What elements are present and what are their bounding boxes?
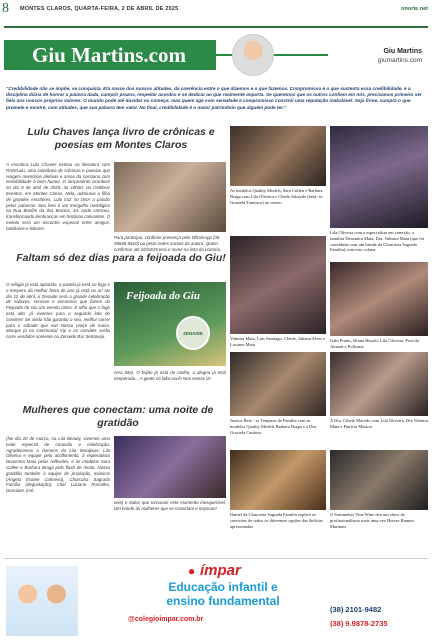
photo-caption: Jessica Beiz - se Tempero de Família com as modelos Quality Models Barbara Braga e a Dra. Graciela Cardoso: [230, 418, 317, 435]
event-photo: [230, 236, 326, 334]
article-headline: Mulheres que conectam: uma noite de gratidão: [22, 404, 214, 429]
ad-phone-mobile[interactable]: (38) 9.9878-2735: [330, 619, 388, 628]
flyer-badge: ZENAIDE: [176, 316, 210, 350]
ad-children-photo: [6, 566, 78, 636]
photo-caption: Valmira Maia, Luis Santiago, Cleide, Juliana Alves e Luciane Maia: [230, 336, 326, 347]
photo-caption: Daniel da Churcaria Sagrada Família explica os conceitos de todos os diferentes opções das delícias apresentadas: [230, 512, 323, 529]
event-photo: [230, 126, 326, 186]
ad-brand: ímpar: [200, 562, 241, 579]
event-photo: [330, 262, 428, 336]
article-body-continued: cera lote). O feijão já está de molho, a alegria já está temperada... A gente só falta você! Nos vemos lá!: [114, 370, 226, 381]
article-body: (No dia 20 de março, na Lilá Beauty, vivemos uma noite especial de conexão e celebração. Agradecemos a homens da Lila Semijoias: Lila Oliveira e equipe pelo acolhimento, à especialista Deusmira Maia pelas reflexões, e às modelos Sara Collen e Barbara Braga pelo flash de moda. Nossa gratidão também à equipe de produção, músicos (Ângela Evaine Colmeiro), Churcaria Sagrada Família (degustação), chef Luciane Romalho, Dormiuss (mó-: [6, 436, 110, 494]
author-handle[interactable]: giumartins.com: [377, 57, 422, 64]
author-avatar: [232, 34, 274, 76]
ad-headline-line1: Educação infantil e: [168, 580, 278, 594]
ad-phone-landline[interactable]: (38) 2101-9482: [330, 605, 382, 614]
event-photo: [230, 352, 326, 416]
photo-caption: O Sommelier Vine Wine deu um show de profissionalismo mais uma vez Horses Ramon Martinez: [330, 512, 414, 529]
event-photo: [114, 436, 226, 498]
photo-caption: Lila Oliveira com a especialista em conexão, a familiar Deusmira Maia, Dra. Valmira Maia (que foi convidada com um brinde da Churcaria Sagrada Família) com este coluna: [330, 230, 425, 253]
event-photo: [230, 450, 326, 510]
article-caption: Para participar, confirme presença pelo WhatsApp (38 99658-5610) ou pelas redes sociais da autora. Quem confirmar até 02/04/25 terá o nome na lista da portaria.: [114, 235, 222, 252]
issue-line: MONTES CLAROS, QUARTA-FEIRA, 2 DE ABRIL DE 2025: [20, 6, 179, 12]
author-photo: [114, 162, 226, 232]
column-title: Giu Martins.com: [32, 43, 186, 67]
photo-caption: Gabi Prates, Bruna Bissoli, Lila Oliveira, Priscila Amaral e Pollyana: [330, 338, 419, 349]
article-headline: Lulu Chaves lança livro de crônicas e poesias em Montes Claros: [27, 126, 215, 151]
column-banner: [4, 34, 428, 80]
photo-caption: A Dra. Cibele Macedo com Lila Oliveira, Dra Valmira Maia e Patricia Maison: [330, 418, 428, 429]
author-name: Giu Martins: [383, 48, 422, 55]
event-photo: [330, 352, 428, 416]
intro-quote: “Credibilidade não se impõe, se conquista. Ela nasce dos nossos atitudes, da coerência entre o que dizemos e o que fazemos. Compromisso é o que sustenta essa credibilidade, é a disciplina diária de honrar a palavra dada, cumprir prazos, respeitar acordos e se dedicar ao que realmente importa. Se queremos que os outros confiem em nós, precisamos primeiro ser fiéis aos nossos próprios valores. O mundo pode até duvidar no começo, mas quem age com seriedade e compromisso constrói uma reputação inabalável. Seja firme, cumpra o que promete e mostre, com atitudes, que sua palavra tem valor. No final, credibilidade é o maior patrimônio que alguém pode ter.”: [6, 86, 422, 110]
photo-caption: As modelos Quality Models, Sara Collen e Barbara Braga com Lila Oliveira e Cibele Athayde (beta- se Graziela Taniosos) ao centro: [230, 188, 323, 205]
article-body-continued: veis) e todos que tornaram este momento inesquecível. Um brinde às mulheres que se conectam e inspiram!: [114, 500, 226, 511]
brand-pin-icon: ●: [188, 564, 196, 578]
site-link[interactable]: onorte.net: [401, 6, 428, 12]
event-photo: [330, 450, 428, 510]
page-number: 8: [2, 1, 9, 16]
article-body: O relógio já está apitando, a panela já está no fogo e o tempero da melhor festa do ano já está no ar! No dia 12 de abril, a Zenaide será a grande celebração de sabores, sorrisos e encontros que fazem da Feijoada do Giu um evento único. E olha que o fogo está alto: já vivemos para o segundo lote de convites! Se ainda não garantiu o seu, melhor correr para o sábado que vai! Nosso preço de mesa. Marque já no Cerimonial Vip e os convites serão corre vendidos somente na Zenaide Bar Sertaneja.: [6, 282, 110, 340]
flyer-title: Feijoada do Giu: [126, 290, 200, 302]
ad-headline-line2: ensino fundamental: [166, 594, 280, 608]
article-headline: Faltam só dez dias para a feijoada do Giu!: [16, 252, 226, 264]
event-photo: [330, 126, 428, 228]
article-body: A escritora Lulu Chaves estreia na literatura com RARILulu, uma coletânea de crônicas e poesias que reagem memórias afetivas e amas da cossiana com sensibilidade e bom humor. O lançamento acontece no dia 9 de abril de 2025, às 19h30, no Celebrar Eventos, em Montes Claros. Nela, admirava a filha de grandes escritores, Lulu traz no DNA a paixão pelas palavras. Seu livro é um mergulho nostálgico na Rua Bonfim da Ilsa Branca, 44, onde cresceu, transformando lembranças em histórias cativantes. O evento será um encontro especial entre amigos, familiares e leitores.: [6, 162, 110, 231]
ad-instagram[interactable]: @colegioimpar.com.br: [128, 616, 204, 623]
